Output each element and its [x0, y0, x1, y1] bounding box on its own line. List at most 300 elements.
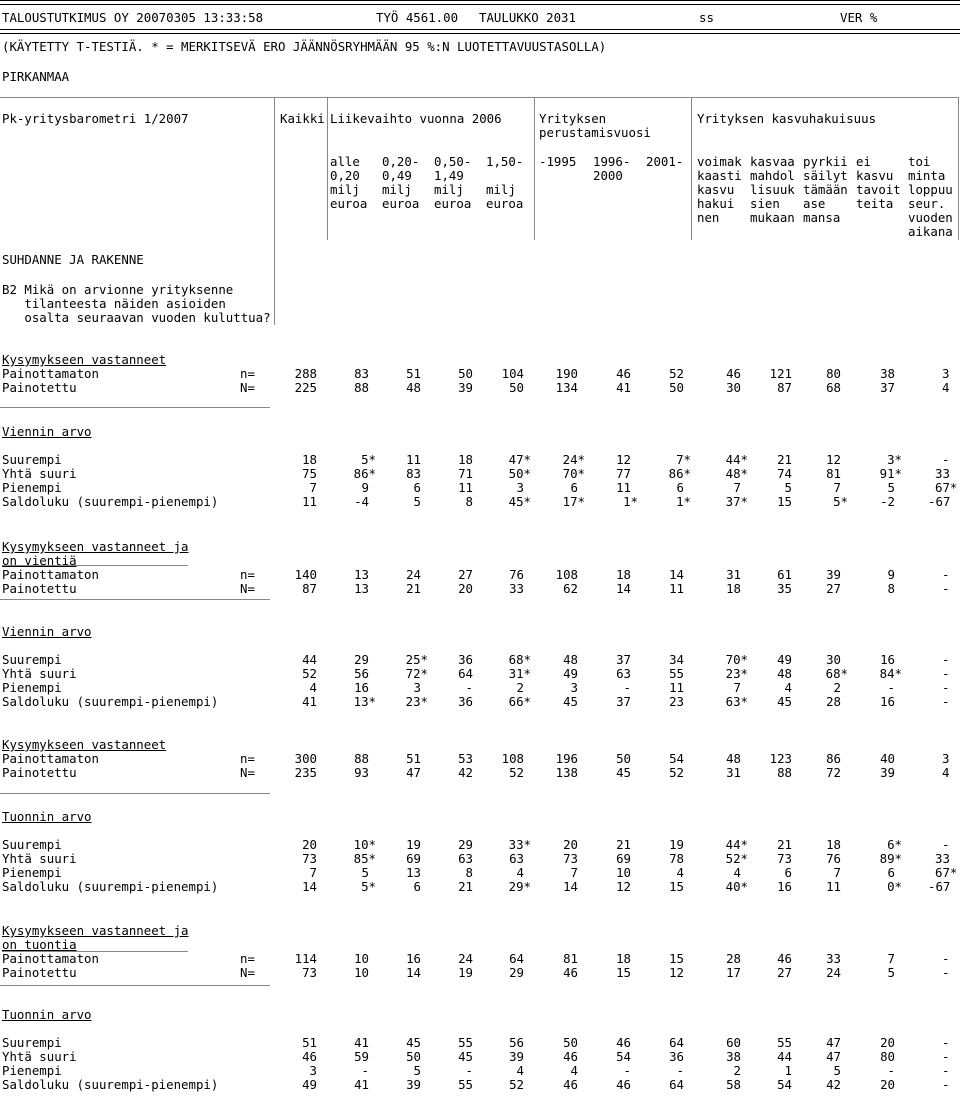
- row-label: Saldoluku (suurempi-pienempi): [2, 694, 219, 709]
- column-divider: [691, 97, 692, 240]
- cell-value: 1*: [676, 494, 691, 509]
- cell-value: 9: [361, 480, 369, 495]
- cell-value: 50*: [508, 466, 531, 481]
- block-title: Viennin arvo: [2, 624, 92, 639]
- sub-header: nen: [697, 210, 720, 225]
- cell-value: 33: [509, 581, 524, 596]
- cell-value: 5: [361, 865, 369, 880]
- cell-value: 5: [413, 494, 421, 509]
- cell-value: 41: [616, 380, 631, 395]
- cell-value: 55: [458, 1077, 473, 1092]
- cell-value: 21: [616, 837, 631, 852]
- cell-value: -: [942, 1035, 950, 1050]
- cell-value: 36: [458, 652, 473, 667]
- cell-value: 47: [826, 1035, 841, 1050]
- cell-value: 80: [826, 366, 841, 381]
- cell-value: 9: [887, 567, 895, 582]
- cell-value: 4: [733, 865, 741, 880]
- cell-value: 7: [833, 480, 841, 495]
- cell-value: 4: [676, 865, 684, 880]
- cell-value: 52: [669, 765, 684, 780]
- cell-value: 45: [563, 694, 578, 709]
- cell-value: 6: [784, 865, 792, 880]
- header-ss: ss: [699, 10, 714, 25]
- cell-value: 108: [501, 751, 524, 766]
- sub-header: milj: [382, 182, 412, 197]
- cell-value: 88: [354, 751, 369, 766]
- cell-value: 83: [406, 466, 421, 481]
- cell-value: 138: [555, 765, 578, 780]
- section-title: SUHDANNE JA RAKENNE: [2, 252, 144, 267]
- cell-value: 11: [458, 480, 473, 495]
- cell-value: 11: [669, 680, 684, 695]
- rule: [2, 565, 188, 566]
- cell-value: 46: [302, 1049, 317, 1064]
- cell-value: 225: [294, 380, 317, 395]
- sub-header: kasvaa: [750, 154, 795, 169]
- cell-value: 6: [413, 879, 421, 894]
- block-title: Kysymykseen vastanneet: [2, 737, 167, 752]
- sub-header: loppuu: [908, 182, 953, 197]
- cell-value: 7: [309, 865, 317, 880]
- row-label: Painotettu: [2, 380, 77, 395]
- cell-value: 86: [826, 751, 841, 766]
- cell-value: 16: [880, 694, 895, 709]
- cell-value: 60: [726, 1035, 741, 1050]
- cell-value: 31*: [508, 666, 531, 681]
- cell-value: 78: [669, 851, 684, 866]
- sub-header: euroa: [330, 196, 368, 211]
- cell-value: 140: [294, 567, 317, 582]
- cell-value: 75: [302, 466, 317, 481]
- sub-header: ei: [856, 154, 871, 169]
- row-mark: n=: [240, 751, 255, 766]
- cell-value: 7: [887, 951, 895, 966]
- cell-value: -: [887, 1063, 895, 1078]
- cell-value: 30: [726, 380, 741, 395]
- sub-header: tämään: [803, 182, 848, 197]
- significance-note: (KÄYTETTY T-TESTIÄ. * = MERKITSEVÄ ERO JÄÄNNÖSRYHMÄÄN 95 %:N LUOTETTAVUUSTASOLLA): [2, 39, 607, 54]
- cell-value: 16: [354, 680, 369, 695]
- cell-value: -: [942, 1063, 950, 1078]
- cell-value: 13: [354, 567, 369, 582]
- col-group-growth: Yrityksen kasvuhakuisuus: [697, 111, 877, 126]
- cell-value: 6: [570, 480, 578, 495]
- cell-value: 76: [509, 567, 524, 582]
- cell-value: 1: [784, 1063, 792, 1078]
- cell-value: 66*: [508, 694, 531, 709]
- row-label: Painotettu: [2, 765, 77, 780]
- cell-value: 50: [563, 1035, 578, 1050]
- cell-value: 61: [777, 567, 792, 582]
- cell-value: 20: [880, 1077, 895, 1092]
- row-label: Saldoluku (suurempi-pienempi): [2, 494, 219, 509]
- cell-value: 27: [458, 567, 473, 582]
- cell-value: 27: [777, 965, 792, 980]
- cell-value: 6: [887, 865, 895, 880]
- cell-value: -: [942, 694, 950, 709]
- row-label: Pienempi: [2, 480, 62, 495]
- cell-value: 16: [880, 652, 895, 667]
- cell-value: 20: [458, 581, 473, 596]
- cell-value: 50: [669, 380, 684, 395]
- sub-header: tavoit: [856, 182, 901, 197]
- cell-value: 23*: [405, 694, 428, 709]
- question-text: B2 Mikä on arvionne yrityksenne: [2, 282, 234, 297]
- cell-value: 41: [354, 1077, 369, 1092]
- sub-header: lisuuk: [750, 182, 795, 197]
- cell-value: 89*: [879, 851, 902, 866]
- cell-value: 13: [354, 581, 369, 596]
- cell-value: 235: [294, 765, 317, 780]
- cell-value: 52: [509, 765, 524, 780]
- cell-value: 5*: [361, 452, 376, 467]
- cell-value: 28: [826, 694, 841, 709]
- sub-header: 0,50-: [434, 154, 472, 169]
- cell-value: 81: [826, 466, 841, 481]
- row-label: Suurempi: [2, 452, 62, 467]
- cell-value: 45: [777, 694, 792, 709]
- cell-value: 46: [563, 1049, 578, 1064]
- cell-value: 37: [616, 652, 631, 667]
- cell-value: 20: [880, 1035, 895, 1050]
- rule: [0, 97, 958, 98]
- row-label: Saldoluku (suurempi-pienempi): [2, 1077, 219, 1092]
- cell-value: -: [942, 680, 950, 695]
- sub-header: 1,49: [434, 168, 464, 183]
- sub-header: 0,20-: [382, 154, 420, 169]
- cell-value: 18: [458, 452, 473, 467]
- cell-value: 4: [516, 865, 524, 880]
- cell-value: -: [942, 1049, 950, 1064]
- sub-header: 2000: [593, 168, 623, 183]
- cell-value: 70*: [725, 652, 748, 667]
- cell-value: 31: [726, 765, 741, 780]
- cell-value: 42: [458, 765, 473, 780]
- cell-value: 7: [733, 680, 741, 695]
- row-mark: N=: [240, 380, 255, 395]
- cell-value: 51: [406, 366, 421, 381]
- cell-value: 21: [458, 879, 473, 894]
- sub-header: -1995: [539, 154, 577, 169]
- cell-value: 18: [826, 837, 841, 852]
- cell-value: 48: [777, 666, 792, 681]
- cell-value: 18: [616, 567, 631, 582]
- cell-value: 44*: [725, 452, 748, 467]
- cell-value: 38: [726, 1049, 741, 1064]
- sub-header: 0,20: [330, 168, 360, 183]
- cell-value: 5: [413, 1063, 421, 1078]
- cell-value: -: [465, 680, 473, 695]
- cell-value: 46: [616, 1077, 631, 1092]
- cell-value: 10: [354, 951, 369, 966]
- cell-value: 73: [302, 851, 317, 866]
- col-group-turnover: Liikevaihto vuonna 2006: [330, 111, 502, 126]
- cell-value: 73: [777, 851, 792, 866]
- cell-value: 50: [616, 751, 631, 766]
- cell-value: 49: [563, 666, 578, 681]
- row-label: Painottamaton: [2, 951, 99, 966]
- row-label: Pienempi: [2, 865, 62, 880]
- cell-value: -: [942, 581, 950, 596]
- cell-value: -: [465, 1063, 473, 1078]
- cell-value: 62: [563, 581, 578, 596]
- cell-value: 11: [669, 581, 684, 596]
- cell-value: 87: [777, 380, 792, 395]
- cell-value: 86*: [353, 466, 376, 481]
- cell-value: 4: [942, 765, 950, 780]
- cell-value: 21: [777, 837, 792, 852]
- header-job: TYÖ 4561.00: [376, 10, 459, 25]
- cell-value: 24: [826, 965, 841, 980]
- cell-value: 5*: [833, 494, 848, 509]
- cell-value: 47: [406, 765, 421, 780]
- cell-value: 12: [616, 879, 631, 894]
- cell-value: 71: [458, 466, 473, 481]
- cell-value: 1*: [623, 494, 638, 509]
- cell-value: 4: [784, 680, 792, 695]
- cell-value: 49: [302, 1077, 317, 1092]
- row-label: Saldoluku (suurempi-pienempi): [2, 879, 219, 894]
- cell-value: 33*: [508, 837, 531, 852]
- cell-value: 27: [826, 581, 841, 596]
- cell-value: 44: [302, 652, 317, 667]
- cell-value: 48: [406, 380, 421, 395]
- cell-value: 55: [458, 1035, 473, 1050]
- col-group-founded: Yrityksen: [539, 111, 607, 126]
- cell-value: -: [887, 680, 895, 695]
- block-title: Kysymykseen vastanneet ja: [2, 923, 189, 938]
- cell-value: 85*: [353, 851, 376, 866]
- cell-value: 50: [458, 366, 473, 381]
- block-title: Viennin arvo: [2, 424, 92, 439]
- cell-value: 51: [302, 1035, 317, 1050]
- cell-value: 50: [509, 380, 524, 395]
- cell-value: 56: [509, 1035, 524, 1050]
- cell-value: 17*: [562, 494, 585, 509]
- col-group-founded: perustamisvuosi: [539, 125, 651, 140]
- cell-value: 58: [726, 1077, 741, 1092]
- column-divider: [327, 97, 328, 240]
- sub-header: sien: [750, 196, 780, 211]
- double-rule: [0, 0, 960, 5]
- double-rule: [0, 29, 960, 34]
- cell-value: 20: [563, 837, 578, 852]
- row-label: Yhtä suuri: [2, 466, 77, 481]
- cell-value: 46: [563, 965, 578, 980]
- cell-value: 2: [833, 680, 841, 695]
- cell-value: 77: [616, 466, 631, 481]
- cell-value: 84*: [879, 666, 902, 681]
- cell-value: 42: [826, 1077, 841, 1092]
- sub-header: mansa: [803, 210, 841, 225]
- row-label: Yhtä suuri: [2, 1049, 77, 1064]
- cell-value: 108: [555, 567, 578, 582]
- cell-value: 24: [458, 951, 473, 966]
- sub-header: 2001-: [646, 154, 684, 169]
- cell-value: 49: [777, 652, 792, 667]
- cell-value: 3: [413, 680, 421, 695]
- cell-value: 48: [563, 652, 578, 667]
- block-title: on tuontia: [2, 937, 77, 952]
- cell-value: 18: [616, 951, 631, 966]
- block-title: on vientiä: [2, 553, 77, 568]
- survey-title: Pk-yritysbarometri 1/2007: [2, 111, 189, 126]
- sub-header: euroa: [382, 196, 420, 211]
- cell-value: 56: [354, 666, 369, 681]
- cell-value: -: [623, 680, 631, 695]
- column-divider: [534, 97, 535, 240]
- sub-header: minta: [908, 168, 946, 183]
- cell-value: 5: [833, 1063, 841, 1078]
- cell-value: 4: [570, 1063, 578, 1078]
- cell-value: 21: [777, 452, 792, 467]
- cell-value: 24*: [562, 452, 585, 467]
- cell-value: 67*: [935, 865, 958, 880]
- cell-value: 300: [294, 751, 317, 766]
- cell-value: 121: [769, 366, 792, 381]
- cell-value: 72: [826, 765, 841, 780]
- cell-value: 34: [669, 652, 684, 667]
- cell-value: 46: [616, 1035, 631, 1050]
- cell-value: 33: [826, 951, 841, 966]
- cell-value: 63*: [725, 694, 748, 709]
- cell-value: -: [942, 666, 950, 681]
- cell-value: 80: [880, 1049, 895, 1064]
- cell-value: -: [942, 1077, 950, 1092]
- row-mark: N=: [240, 765, 255, 780]
- cell-value: 39: [826, 567, 841, 582]
- cell-value: -4: [354, 494, 369, 509]
- cell-value: 3: [570, 680, 578, 695]
- cell-value: 48: [726, 751, 741, 766]
- cell-value: 44*: [725, 837, 748, 852]
- cell-value: 45*: [508, 494, 531, 509]
- block-title: Tuonnin arvo: [2, 809, 92, 824]
- cell-value: 39: [458, 380, 473, 395]
- cell-value: 38: [880, 366, 895, 381]
- cell-value: 91*: [879, 466, 902, 481]
- cell-value: 4: [516, 1063, 524, 1078]
- row-label: Painottamaton: [2, 751, 99, 766]
- rule: [0, 599, 270, 600]
- cell-value: 88: [354, 380, 369, 395]
- cell-value: 29: [458, 837, 473, 852]
- rule: [0, 793, 270, 794]
- cell-value: 54: [669, 751, 684, 766]
- row-mark: N=: [240, 581, 255, 596]
- sub-header: milj: [486, 182, 516, 197]
- row-label: Painottamaton: [2, 366, 99, 381]
- question-text: osalta seuraavan vuoden kuluttua?: [2, 310, 271, 325]
- cell-value: -67: [928, 494, 951, 509]
- cell-value: 41: [354, 1035, 369, 1050]
- cell-value: 16: [406, 951, 421, 966]
- cell-value: 64: [509, 951, 524, 966]
- sub-header: vuoden: [908, 210, 953, 225]
- sub-header: kasvu: [856, 168, 894, 183]
- cell-value: 14: [302, 879, 317, 894]
- cell-value: 16: [777, 879, 792, 894]
- row-label: Suurempi: [2, 837, 62, 852]
- cell-value: 54: [777, 1077, 792, 1092]
- region-title: PIRKANMAA: [2, 69, 70, 84]
- cell-value: 3*: [887, 452, 902, 467]
- cell-value: 44: [777, 1049, 792, 1064]
- cell-value: 20: [302, 837, 317, 852]
- cell-value: 190: [555, 366, 578, 381]
- cell-value: 18: [726, 581, 741, 596]
- cell-value: 104: [501, 366, 524, 381]
- cell-value: 46: [616, 366, 631, 381]
- cell-value: 63: [509, 851, 524, 866]
- cell-value: -: [942, 951, 950, 966]
- cell-value: 19: [669, 837, 684, 852]
- cell-value: 18: [302, 452, 317, 467]
- cell-value: 47: [826, 1049, 841, 1064]
- cell-value: 48*: [725, 466, 748, 481]
- cell-value: 6: [413, 480, 421, 495]
- cell-value: 23: [669, 694, 684, 709]
- cell-value: 69: [616, 851, 631, 866]
- cell-value: 33: [935, 851, 950, 866]
- cell-value: 6: [676, 480, 684, 495]
- cell-value: 37: [616, 694, 631, 709]
- cell-value: 47*: [508, 452, 531, 467]
- cell-value: 13*: [353, 694, 376, 709]
- cell-value: 2: [733, 1063, 741, 1078]
- row-label: Painotettu: [2, 581, 77, 596]
- rule: [0, 407, 270, 408]
- cell-value: -: [623, 1063, 631, 1078]
- row-mark: n=: [240, 366, 255, 381]
- row-mark: n=: [240, 567, 255, 582]
- cell-value: 14: [616, 581, 631, 596]
- cell-value: 288: [294, 366, 317, 381]
- sub-header: mahdol: [750, 168, 795, 183]
- cell-value: 29*: [508, 879, 531, 894]
- block-title: Kysymykseen vastanneet: [2, 352, 167, 367]
- cell-value: 7: [833, 865, 841, 880]
- cell-value: 45: [616, 765, 631, 780]
- cell-value: 3: [942, 366, 950, 381]
- cell-value: 40: [880, 751, 895, 766]
- cell-value: 19: [406, 837, 421, 852]
- cell-value: 0*: [887, 879, 902, 894]
- cell-value: 51: [406, 751, 421, 766]
- row-label: Yhtä suuri: [2, 851, 77, 866]
- row-label: Painottamaton: [2, 567, 99, 582]
- cell-value: 64: [669, 1077, 684, 1092]
- col-kaikki: Kaikki: [280, 111, 325, 126]
- cell-value: 5: [784, 480, 792, 495]
- sub-header: toi: [908, 154, 931, 169]
- cell-value: 6*: [887, 837, 902, 852]
- sub-header: ase: [803, 196, 826, 211]
- cell-value: 7: [570, 865, 578, 880]
- sub-header: 1996-: [593, 154, 631, 169]
- sub-header: pyrkii: [803, 154, 848, 169]
- cell-value: 123: [769, 751, 792, 766]
- cell-value: 52: [302, 666, 317, 681]
- cell-value: 196: [555, 751, 578, 766]
- cell-value: 3: [309, 1063, 317, 1078]
- cell-value: 7*: [676, 452, 691, 467]
- sub-header: 0,49: [382, 168, 412, 183]
- cell-value: 52: [509, 1077, 524, 1092]
- cell-value: 10*: [353, 837, 376, 852]
- sub-header: milj: [434, 182, 464, 197]
